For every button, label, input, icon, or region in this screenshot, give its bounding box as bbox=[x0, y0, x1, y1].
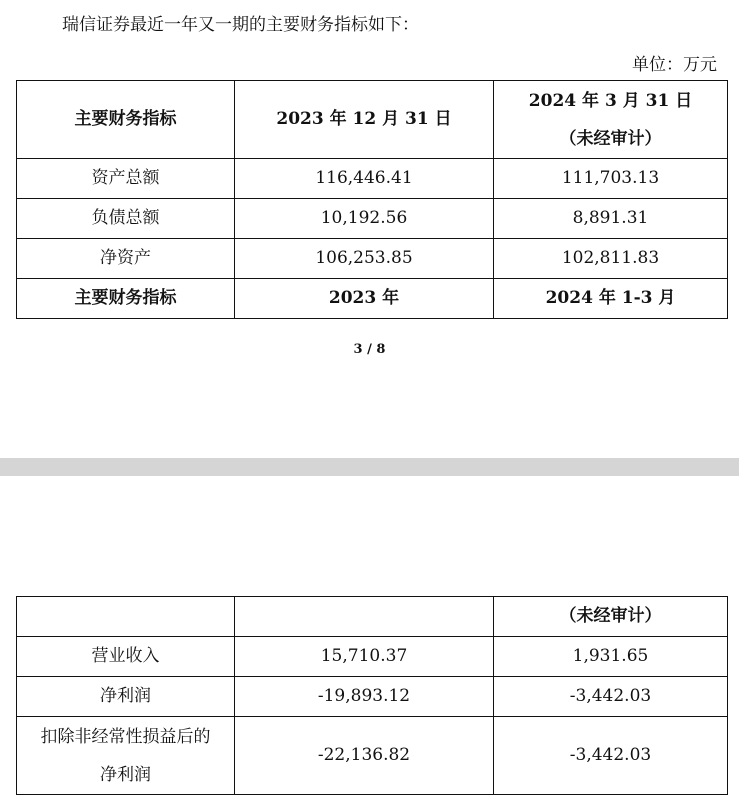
row-label: 净利润 bbox=[17, 677, 235, 717]
row-value-2024: -3,442.03 bbox=[494, 677, 728, 717]
row-value-2023: 116,446.41 bbox=[235, 159, 494, 199]
table-row bbox=[17, 199, 728, 239]
subheader-2024-q1: 2024 年 1-3 月 bbox=[494, 279, 728, 319]
unit-label: 单位：万元 bbox=[632, 55, 717, 75]
header-2024-date: 2024 年 3 月 31 日 bbox=[528, 90, 693, 111]
row-value-2024: 102,811.83 bbox=[494, 239, 728, 279]
row-label bbox=[17, 717, 235, 795]
table-header-row bbox=[17, 81, 728, 159]
header-2024-03-31 bbox=[494, 81, 728, 159]
page-gap bbox=[0, 458, 739, 476]
subheader-indicator: 主要财务指标 bbox=[17, 279, 235, 319]
header-empty-1 bbox=[17, 597, 235, 637]
table-row bbox=[17, 677, 728, 717]
row-value-2023: -19,893.12 bbox=[235, 677, 494, 717]
table-subheader-row bbox=[17, 279, 728, 319]
document-page-bottom bbox=[0, 476, 739, 801]
row-value-2023: 15,710.37 bbox=[235, 637, 494, 677]
row-label-line-2: 净利润 bbox=[100, 764, 151, 785]
row-value-2023: -22,136.82 bbox=[235, 717, 494, 795]
financial-table-balance bbox=[16, 80, 728, 319]
row-value-2023: 10,192.56 bbox=[235, 199, 494, 239]
row-value-2024: 1,931.65 bbox=[494, 637, 728, 677]
intro-text: 瑞信证券最近一年又一期的主要财务指标如下： bbox=[62, 15, 419, 35]
row-label: 资产总额 bbox=[17, 159, 235, 199]
subheader-2023: 2023 年 bbox=[235, 279, 494, 319]
row-value-2024: 8,891.31 bbox=[494, 199, 728, 239]
row-label: 净资产 bbox=[17, 239, 235, 279]
page-number: 3 / 8 bbox=[353, 342, 386, 357]
table-row bbox=[17, 159, 728, 199]
header-empty-2 bbox=[235, 597, 494, 637]
table-row bbox=[17, 637, 728, 677]
header-indicator: 主要财务指标 bbox=[17, 81, 235, 159]
row-label-line-1: 扣除非经常性损益后的 bbox=[40, 726, 211, 747]
header-unaudited: （未经审计） bbox=[494, 597, 728, 637]
row-label: 负债总额 bbox=[17, 199, 235, 239]
row-value-2024: 111,703.13 bbox=[494, 159, 728, 199]
header-2023-12-31: 2023 年 12 月 31 日 bbox=[235, 81, 494, 159]
table-row bbox=[17, 717, 728, 795]
table-row bbox=[17, 239, 728, 279]
row-label: 营业收入 bbox=[17, 637, 235, 677]
row-value-2024: -3,442.03 bbox=[494, 717, 728, 795]
table-header-row bbox=[17, 597, 728, 637]
financial-table-income bbox=[16, 596, 728, 795]
header-unaudited: （未经审计） bbox=[559, 128, 662, 149]
row-value-2023: 106,253.85 bbox=[235, 239, 494, 279]
